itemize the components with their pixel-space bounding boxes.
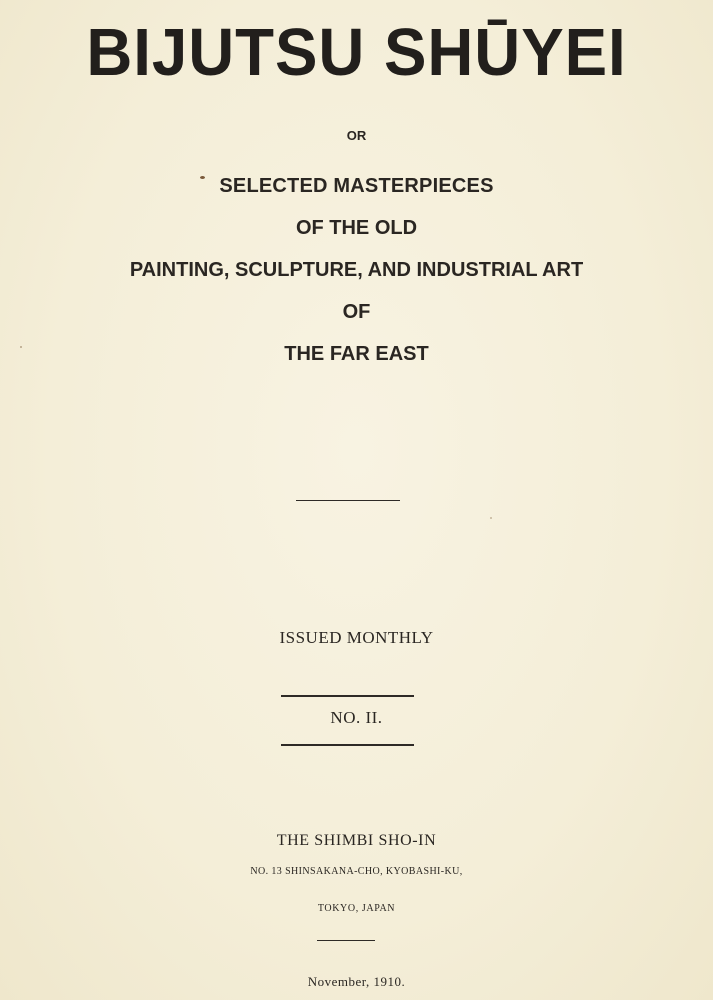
publisher-address: NO. 13 SHINSAKANA-CHO, KYOBASHI-KU, — [250, 866, 463, 877]
paper-speck — [200, 176, 205, 179]
conjunction-or: OR — [346, 128, 367, 143]
issue-number-top-rule — [281, 695, 414, 697]
subtitle-line-4: OF — [342, 301, 371, 323]
issue-number: NO. II. — [330, 708, 383, 727]
issue-number-bottom-rule — [281, 744, 414, 746]
divider-rule — [296, 500, 400, 501]
subtitle-line-5: THE FAR EAST — [284, 343, 429, 365]
subtitle-line-2: OF THE OLD — [295, 217, 418, 239]
paper-speck — [490, 517, 492, 519]
subtitle-line-3: PAINTING, SCULPTURE, AND INDUSTRIAL ART — [129, 259, 584, 281]
footer-rule — [317, 940, 375, 941]
paper-speck — [20, 346, 22, 348]
publisher-name: THE SHIMBI SHO-IN — [276, 832, 437, 849]
publication-date: November, 1910. — [307, 974, 406, 989]
issue-frequency: ISSUED MONTHLY — [279, 628, 434, 647]
main-title: BIJUTSU SHŪYEI — [86, 15, 627, 90]
subtitle-line-1: SELECTED MASTERPIECES — [219, 175, 494, 197]
publisher-city: TOKYO, JAPAN — [317, 903, 396, 914]
